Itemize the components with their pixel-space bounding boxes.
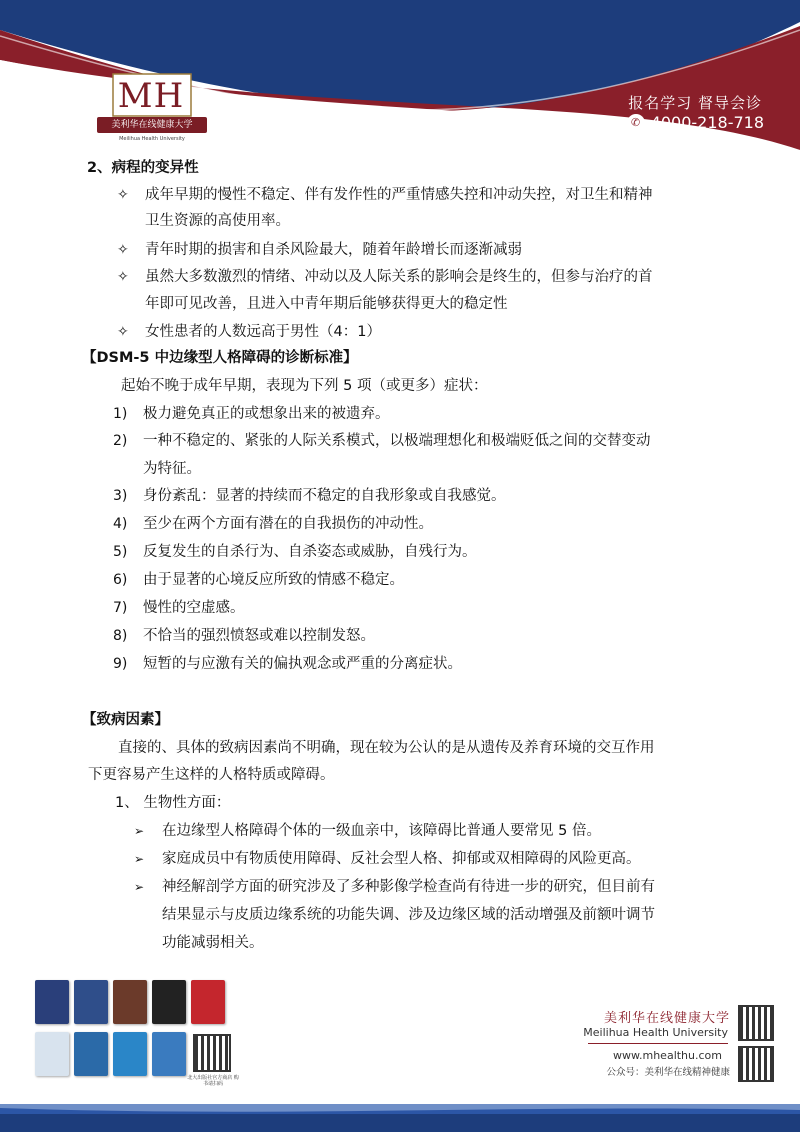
diamond-bullet-icon: ✧ [117, 242, 129, 258]
dsm-intro: 起始不晚于成年早期，表现为下列 5 项（或更多）症状： [121, 378, 488, 394]
footer-divider [588, 1043, 728, 1044]
qr-caption: 北大出版社官方商店 购书请扫码 [187, 1075, 239, 1087]
cause-subheading: 1、 生物性方面： [115, 795, 231, 811]
logo-mark: MH [117, 76, 185, 116]
arrow-bullet-icon: ➢ [134, 880, 145, 894]
list-item-line: 神经解剖学方面的研究涉及了多种影像学检查尚有待进一步的研究，但目前有 [162, 879, 655, 895]
list-item-line: 由于显著的心境反应所致的情感不稳定。 [143, 572, 404, 588]
list-item-line: 青年时期的损害和自杀风险最大，随着年龄增长而逐渐减弱 [145, 242, 522, 258]
list-item-line: 女性患者的人数远高于男性（4：1） [145, 324, 381, 340]
list-number: 7) [113, 600, 128, 616]
footer-university-cn: 美利华在线健康大学 [603, 1011, 730, 1026]
footer-university-en: Meilihua Health University [583, 1026, 728, 1039]
list-item-line: 结果显示与皮质边缘系统的功能失调、涉及边缘区域的活动增强及前额叶调节 [162, 907, 655, 923]
footer-wechat: 公众号：美利华在线精神健康 [606, 1067, 730, 1078]
list-item-line: 虽然大多数激烈的情绪、冲动以及人际关系的影响会是终生的，但参与治疗的首 [145, 269, 653, 285]
section-heading-course: 2、病程的变异性 [87, 160, 199, 176]
list-number: 8) [113, 628, 128, 644]
list-number: 1) [113, 406, 128, 422]
list-number: 2) [113, 433, 128, 449]
book-cover [113, 980, 147, 1024]
list-item-line: 成年早期的慢性不稳定、伴有发作性的严重情感失控和冲动失控，对卫生和精神 [145, 187, 653, 203]
footer-website-link[interactable]: www.mhealthu.com [613, 1049, 722, 1062]
list-item-line: 慢性的空虚感。 [143, 600, 245, 616]
logo-ribbon: 美利华在线健康大学 [97, 117, 207, 133]
list-item-line: 身份紊乱：显著的持续而不稳定的自我形象或自我感觉。 [143, 488, 506, 504]
list-item-line: 一种不稳定的、紧张的人际关系模式，以极端理想化和极端贬低之间的交替变动 [143, 433, 651, 449]
list-item-line: 短暂的与应激有关的偏执观念或严重的分离症状。 [143, 656, 462, 672]
list-item-line: 家庭成员中有物质使用障碍、反社会型人格、抑郁或双相障碍的风险更高。 [162, 851, 641, 867]
section-heading-cause: 【致病因素】 [82, 712, 169, 728]
book-cover [152, 1032, 186, 1076]
header-phone [627, 113, 764, 132]
list-number: 9) [113, 656, 128, 672]
arrow-bullet-icon: ➢ [134, 824, 145, 838]
list-item-line: 功能减弱相关。 [162, 935, 264, 951]
book-cover [113, 1032, 147, 1076]
list-item-line: 至少在两个方面有潜在的自我损伤的冲动性。 [143, 516, 433, 532]
cause-intro-line: 直接的、具体的致病因素尚不明确，现在较为公认的是从遗传及养育环境的交互作用 [118, 740, 655, 756]
book-cover [152, 980, 186, 1024]
list-item-line: 不恰当的强烈愤怒或难以控制发怒。 [143, 628, 375, 644]
list-item-line: 极力避免真正的或想象出来的被遗弃。 [143, 406, 390, 422]
phone-icon: ✆ [627, 114, 645, 132]
university-logo [97, 70, 207, 160]
footer-wave [0, 1104, 800, 1132]
book-cover [191, 980, 225, 1024]
qr-code-icon [738, 1005, 774, 1041]
phone-number: 4000-218-718 [650, 113, 764, 132]
book-cover [35, 980, 69, 1024]
diamond-bullet-icon: ✧ [117, 269, 129, 285]
page-header [0, 0, 800, 160]
list-number: 4) [113, 516, 128, 532]
diamond-bullet-icon: ✧ [117, 324, 129, 340]
qr-code-icon [193, 1034, 231, 1072]
section-heading-dsm: 【DSM-5 中边缘型人格障碍的诊断标准】 [82, 350, 358, 366]
header-slogan: 报名学习 督导会诊 [628, 94, 762, 112]
list-item-line: 卫生资源的高使用率。 [145, 213, 290, 229]
diamond-bullet-icon: ✧ [117, 187, 129, 203]
book-cover [35, 1032, 69, 1076]
list-item-line: 年即可见改善，且进入中青年期后能够获得更大的稳定性 [145, 296, 508, 312]
cause-intro-line: 下更容易产生这样的人格特质或障碍。 [88, 767, 335, 783]
list-number: 5) [113, 544, 128, 560]
list-number: 6) [113, 572, 128, 588]
list-item-line: 为特征。 [143, 461, 201, 477]
logo-english: Meilihua Health University [119, 136, 185, 142]
arrow-bullet-icon: ➢ [134, 852, 145, 866]
list-item-line: 在边缘型人格障碍个体的一级血亲中，该障碍比普通人要常见 5 倍。 [162, 823, 601, 839]
list-item-line: 反复发生的自杀行为、自杀姿态或威胁，自残行为。 [143, 544, 477, 560]
qr-code-icon [738, 1046, 774, 1082]
list-number: 3) [113, 488, 128, 504]
book-cover [74, 1032, 108, 1076]
book-cover [74, 980, 108, 1024]
